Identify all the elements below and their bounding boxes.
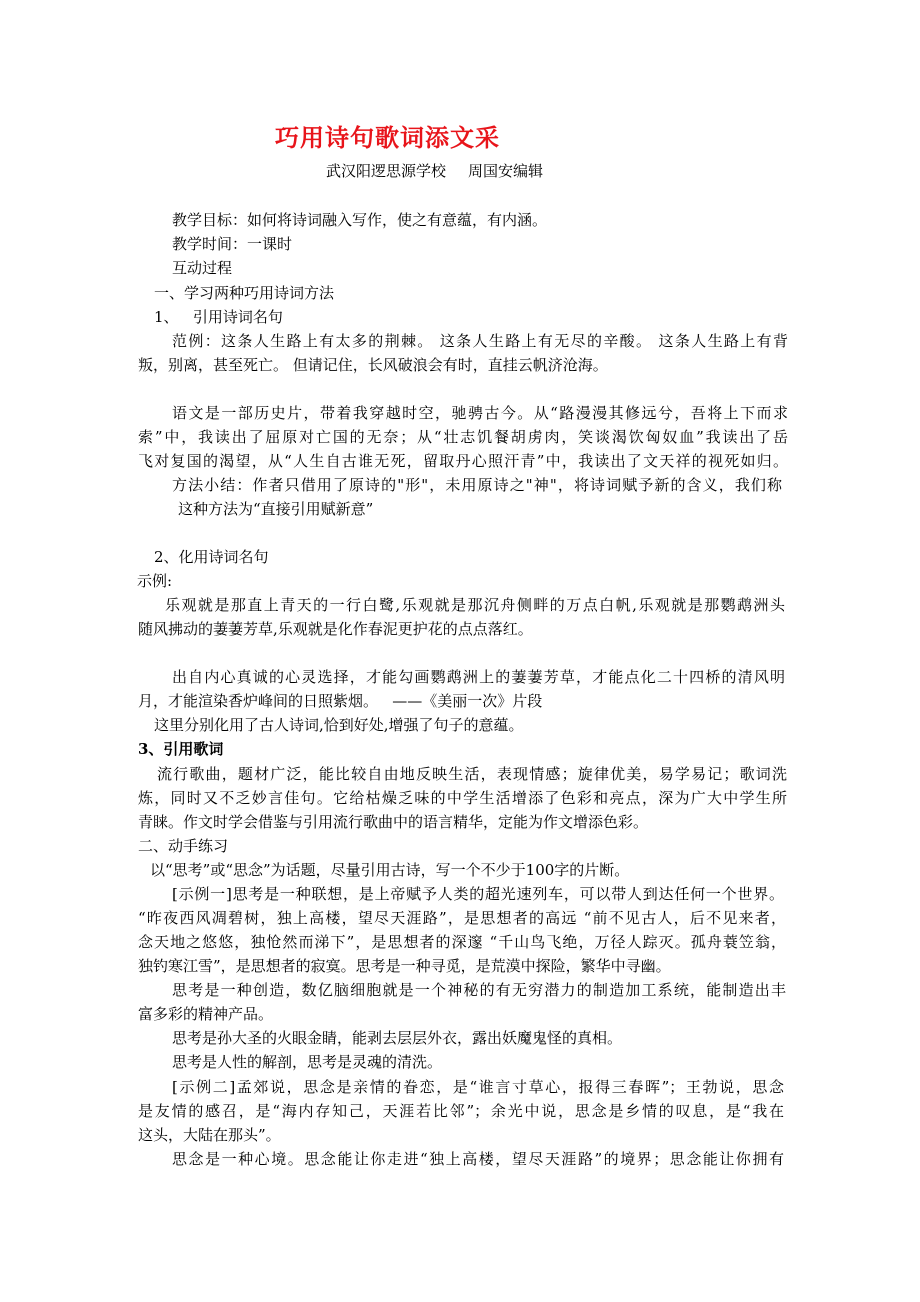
school-name: 武汉阳逻思源学校 bbox=[326, 162, 447, 180]
method-summary-line: 方法小结：作者只借用了原诗的"形"，未用原诗之"神"，将诗词赋予新的含义，我们称 bbox=[172, 476, 782, 494]
page-title: 巧用诗句歌词添文采 bbox=[275, 124, 500, 152]
sincerity-paragraph-line: 出自内心真诚的心灵选择，才能勾画鹦鹉洲上的萋萋芳草，才能点化二十四桥的清风明 bbox=[172, 668, 785, 686]
section-1-1-heading: 1、 引用诗词名句 bbox=[154, 308, 283, 326]
lyrics-paragraph-line: 炼，同时又不乏妙言佳句。它给枯燥乏味的中学生活增添了色彩和亮点，深为广大中学生所 bbox=[138, 789, 787, 807]
section-1-3-heading: 3、引用歌词 bbox=[138, 740, 224, 758]
creation-paragraph-line: 富多彩的精神产品。 bbox=[138, 1005, 274, 1023]
example-1-line: 叛，别离，甚至死亡。 但请记住，长风破浪会有时，直挂云帆济沧海。 bbox=[138, 356, 608, 374]
lyrics-paragraph-line: 青睐。作文时学会借鉴与引用流行歌曲中的语言精华，定能为作文增添色彩。 bbox=[138, 813, 649, 831]
example-one-line: [示例一]思考是一种联想，是上帝赋予人类的超光速列车，可以带人到达任何一个世界。 bbox=[172, 885, 784, 903]
byline bbox=[326, 160, 543, 181]
yuwen-paragraph-line: 语文是一部历史片，带着我穿越时空，驰骋古今。从“路漫漫其修远兮，吾将上下而求 bbox=[172, 404, 788, 422]
example-two-line: 是友情的感召，是“海内存知己，天涯若比邻”；余光中说，思念是乡情的叹息，是“我在 bbox=[138, 1102, 784, 1120]
example-one-line: 独钓寒江雪”，是思想者的寂寞。思考是一种寻觅，是荒漠中探险，繁华中寻幽。 bbox=[138, 957, 671, 975]
yuwen-paragraph-line: 飞对复国的渴望，从“人生自古谁无死，留取丹心照汗青”中，我读出了文天祥的视死如归。 bbox=[138, 452, 788, 470]
example-label: 示例: bbox=[137, 572, 173, 590]
section-2-heading: 二、动手练习 bbox=[138, 837, 229, 855]
teaching-goal: 教学目标：如何将诗词融入写作，使之有意蕴，有内涵。 bbox=[172, 211, 548, 229]
process-heading: 互动过程 bbox=[172, 259, 233, 277]
teaching-time: 教学时间：一课时 bbox=[172, 235, 293, 253]
example-one-line: “昨夜西风凋碧树，独上高楼，望尽天涯路”，是思想者的高远 “前不见古人，后不见来者， bbox=[138, 909, 786, 927]
exercise-task: 以“思考”或“思念”为话题，尽量引用古诗，写一个不少于100字的片断。 bbox=[150, 861, 630, 879]
creation-paragraph-line: 思考是一种创造，数亿脑细胞就是一个神秘的有无穷潜力的制造加工系统，能制造出丰 bbox=[172, 981, 786, 999]
example-one-line: 念天地之悠悠，独怆然而涕下”，是思想者的深邃 “千山鸟飞绝，万径人踪灭。孤舟蓑笠翁， bbox=[138, 933, 786, 951]
method-summary-line: 这种方法为“直接引用赋新意” bbox=[178, 500, 374, 518]
lyrics-paragraph-line: 流行歌曲，题材广泛，能比较自由地反映生活，表现情感；旋律优美，易学易记；歌词洗 bbox=[157, 765, 787, 783]
sincerity-paragraph-line: 月，才能渲染香炉峰间的日照紫烟。 ——《美丽一次》片段 bbox=[138, 692, 543, 710]
adaptation-note: 这里分别化用了古人诗词,恰到好处,增强了句子的意蕴。 bbox=[154, 716, 524, 734]
example-two-line: [示例二]孟郊说，思念是亲情的眷恋，是“谁言寸草心，报得三春晖”；王勃说，思念 bbox=[172, 1078, 784, 1096]
thinking-line: 思考是人性的解剖，思考是灵魂的清洗。 bbox=[172, 1053, 443, 1071]
section-1-2-heading: 2、化用诗词名句 bbox=[154, 548, 269, 566]
optimism-paragraph-line: 随风拂动的萋萋芳草,乐观就是化作春泥更护花的点点落红。 bbox=[138, 620, 533, 638]
thinking-line: 思考是孙大圣的火眼金睛，能剥去层层外衣，露出妖魔鬼怪的真相。 bbox=[172, 1029, 623, 1047]
editor-name: 周国安编辑 bbox=[468, 162, 544, 180]
yuwen-paragraph-line: 索”中，我读出了屈原对亡国的无奈；从“壮志饥餐胡虏肉，笑谈渴饮匈奴血”我读出了岳 bbox=[138, 428, 788, 446]
optimism-paragraph-line: 乐观就是那直上青天的一行白鹭,乐观就是那沉舟侧畔的万点白帆,乐观就是那鹦鹉洲头 bbox=[165, 596, 785, 614]
example-two-line: 这头，大陆在那头”。 bbox=[138, 1126, 281, 1144]
example-1-line: 范例：这条人生路上有太多的荆棘。 这条人生路上有无尽的辛酸。 这条人生路上有背 bbox=[172, 332, 788, 350]
missing-paragraph-line: 思念是一种心境。思念能让你走进“独上高楼，望尽天涯路”的境界；思念能让你拥有 bbox=[172, 1150, 784, 1168]
section-1-heading: 一、学习两种巧用诗词方法 bbox=[154, 284, 335, 302]
